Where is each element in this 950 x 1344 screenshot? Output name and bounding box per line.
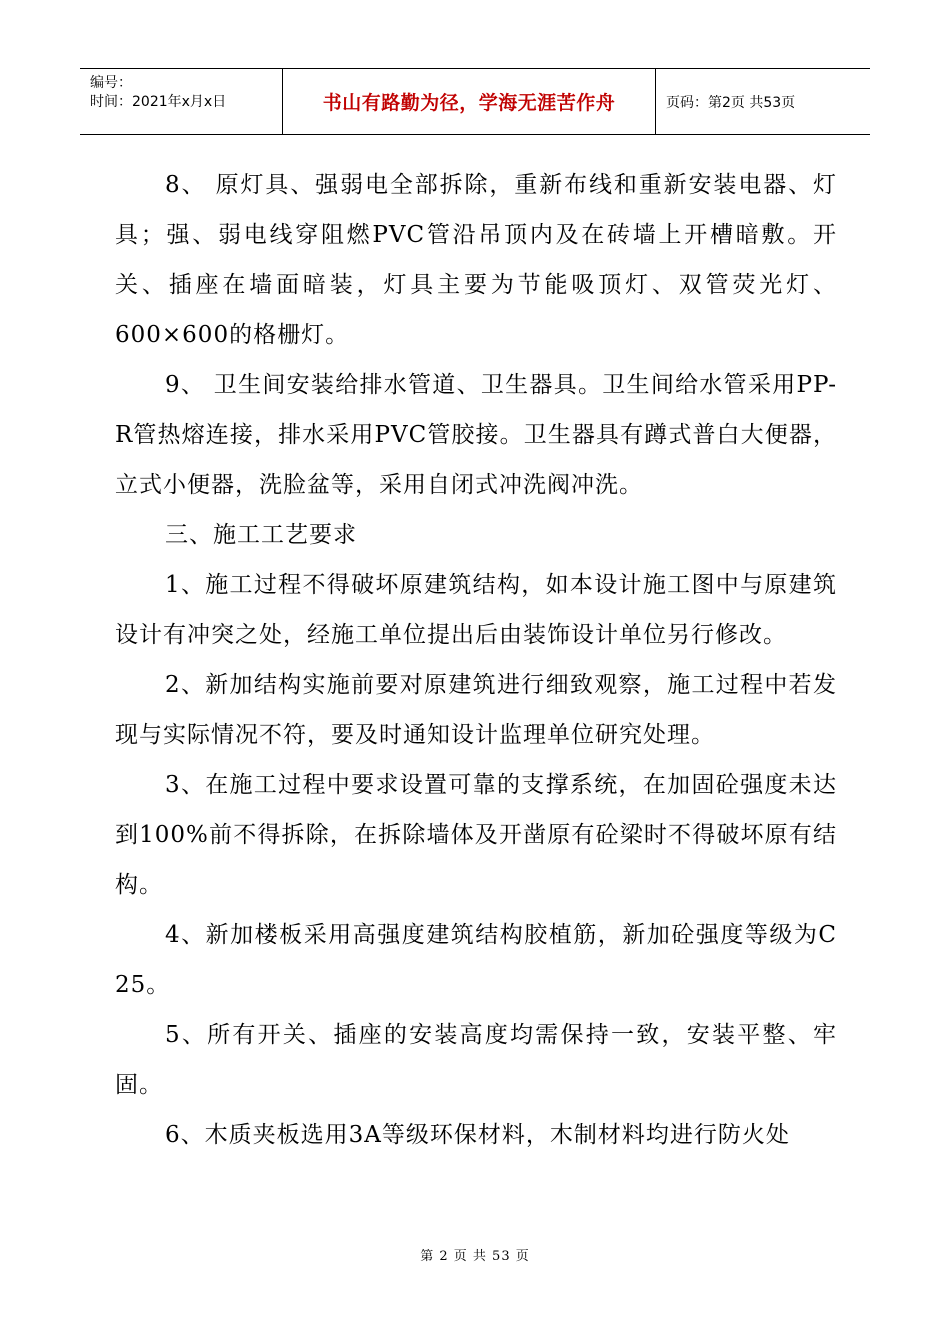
header-page-info: 页码：第2页 共53页 <box>666 94 796 111</box>
paragraph-item-9: 9、 卫生间安装给排水管道、卫生器具。卫生间给水管采用PP-R管热熔连接，排水采用PVC管胶接。卫生器具有蹲式普白大便器，立式小便器，洗脸盆等，采用自闭式冲洗阀冲洗。 <box>115 372 837 498</box>
header-page-cell <box>656 69 870 134</box>
paragraph-requirement-6: 6、木质夹板选用3A等级环保材料，木制材料均进行防火处 <box>165 1122 790 1148</box>
paragraph-requirement-4: 4、新加楼板采用高强度建筑结构胶植筋，新加砼强度等级为C 25。 <box>115 922 837 998</box>
paragraph-requirement-3: 3、在施工过程中要求设置可靠的支撑系统，在加固砼强度未达到100%前不得拆除，在拆除墙体及开凿原有砼梁时不得破坏原有结构。 <box>115 772 837 898</box>
section-heading: 三、施工工艺要求 <box>165 522 357 548</box>
paragraph-requirement-2: 2、新加结构实施前要对原建筑进行细致观察，施工过程中若发现与实际情况不符，要及时通知设计监理单位研究处理。 <box>115 672 837 748</box>
paragraph-requirement-5: 5、所有开关、插座的安装高度均需保持一致，安装平整、牢固。 <box>115 1022 837 1098</box>
document-time-label: 时间：2021年x月x日 <box>90 94 227 110</box>
page-header <box>80 68 870 135</box>
paragraph-requirement-1: 1、施工过程不得破坏原建筑结构，如本设计施工图中与原建筑设计有冲突之处，经施工单位提出后由装饰设计单位另行修改。 <box>115 572 837 648</box>
paragraph-item-8: 8、 原灯具、强弱电全部拆除，重新布线和重新安装电器、灯具；强、弱电线穿阻燃PVC管沿吊顶内及在砖墙上开槽暗敷。开关、插座在墙面暗装，灯具主要为节能吸顶灯、双管荧光灯、600×600的格栅灯。 <box>115 172 837 348</box>
page-footer: 第 2 页 共 53 页 <box>420 1249 530 1264</box>
header-meta-cell <box>80 69 283 134</box>
header-motto-cell <box>283 69 656 134</box>
document-number-label: 编号： <box>90 75 132 91</box>
header-motto: 书山有路勤为径，学海无涯苦作舟 <box>322 92 616 114</box>
document-body <box>115 160 837 1160</box>
